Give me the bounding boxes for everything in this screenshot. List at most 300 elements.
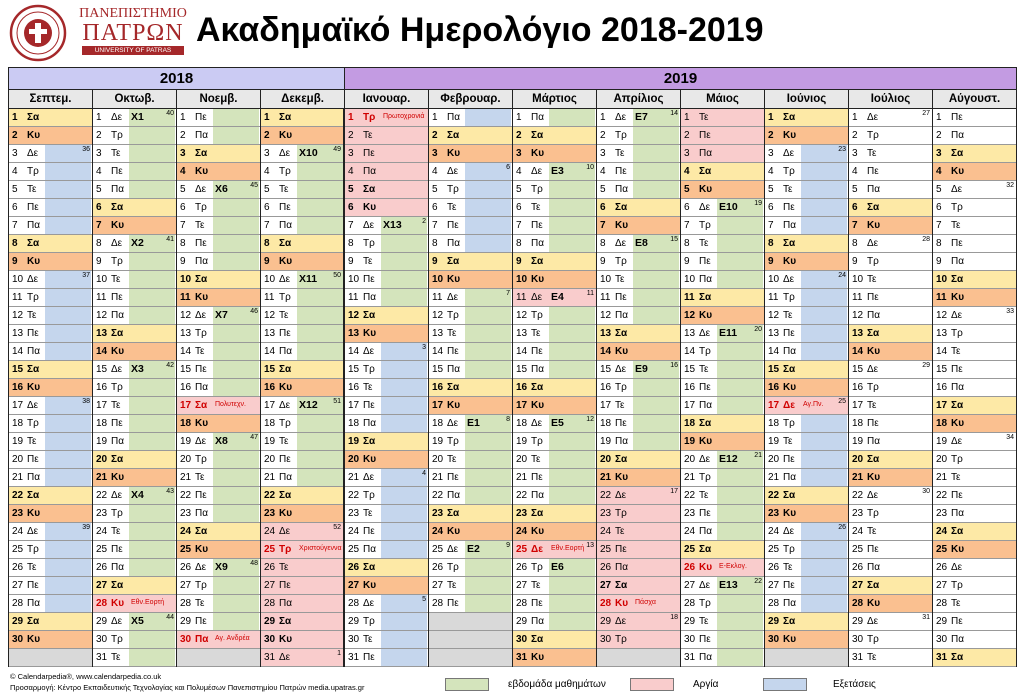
day-cell — [261, 145, 343, 163]
day-cell — [93, 469, 176, 487]
day-cell — [177, 541, 260, 559]
day-number: 8 — [264, 238, 270, 249]
weekday-label: Κυ — [27, 508, 41, 519]
day-number: 4 — [516, 166, 522, 177]
day-number: 25 — [684, 544, 696, 555]
weekday-label: Σα — [615, 580, 628, 591]
week-number: 4 — [422, 470, 426, 477]
holiday-label: Εθν.Εορτή — [131, 599, 165, 606]
activity-band — [213, 343, 259, 360]
day-cell — [513, 559, 596, 577]
day-number: 2 — [180, 130, 186, 141]
activity-band — [45, 541, 91, 558]
day-number: 18 — [852, 418, 864, 429]
day-cell — [429, 235, 512, 253]
weekday-label: Κυ — [615, 346, 629, 357]
day-cell — [681, 649, 764, 667]
day-number: 22 — [684, 490, 696, 501]
day-number: 5 — [432, 184, 438, 195]
weekday-label: Δε — [195, 184, 207, 195]
day-cell — [681, 253, 764, 271]
day-cell — [681, 199, 764, 217]
day-cell — [513, 253, 596, 271]
day-cell — [429, 523, 512, 541]
activity-band — [45, 307, 91, 324]
day-cell — [177, 289, 260, 307]
weekday-label: Δε — [363, 598, 375, 609]
weekday-label: Δε — [951, 436, 963, 447]
day-cell — [597, 415, 680, 433]
day-cell — [933, 451, 1016, 469]
activity-band — [801, 469, 847, 486]
weekday-label: Πε — [447, 598, 459, 609]
weekday-label: Πε — [363, 274, 375, 285]
day-number: 24 — [432, 526, 444, 537]
day-cell — [765, 307, 848, 325]
weekday-label: Κυ — [363, 580, 377, 591]
weekday-label: Τρ — [195, 328, 207, 339]
day-number: 4 — [12, 166, 18, 177]
day-number: 7 — [684, 220, 690, 231]
weekday-label: Τρ — [615, 256, 627, 267]
weekday-label: Σα — [111, 202, 124, 213]
day-number: 10 — [600, 274, 612, 285]
day-number: 30 — [96, 634, 108, 645]
day-cell — [597, 181, 680, 199]
activity-band — [465, 487, 511, 504]
activity-band — [801, 433, 847, 450]
weekday-label: Σα — [27, 238, 40, 249]
day-cell — [513, 199, 596, 217]
weekday-label: Τε — [195, 472, 205, 483]
weekday-label: Κυ — [699, 436, 713, 447]
day-number: 8 — [768, 238, 774, 249]
day-cell — [513, 613, 596, 631]
weekday-label: Σα — [615, 202, 628, 213]
weekday-label: Δε — [447, 292, 459, 303]
day-number: 20 — [600, 454, 612, 465]
activity-band — [717, 469, 763, 486]
day-number: 18 — [936, 418, 948, 429]
day-cell — [93, 253, 176, 271]
day-number: 31 — [96, 652, 108, 663]
day-number: 24 — [264, 526, 276, 537]
weekday-label: Σα — [867, 328, 880, 339]
day-number: 29 — [96, 616, 108, 627]
weekday-label: Σα — [531, 634, 544, 645]
weekday-label: Σα — [447, 130, 460, 141]
weekday-label: Πα — [363, 292, 377, 303]
day-cell — [93, 271, 176, 289]
weekday-label: Κυ — [27, 634, 41, 645]
page-header — [0, 0, 1023, 64]
day-number: 11 — [96, 292, 107, 303]
day-cell — [261, 343, 343, 361]
weekday-label: Πα — [531, 238, 545, 249]
day-cell — [849, 163, 932, 181]
day-cell — [597, 343, 680, 361]
day-cell — [261, 181, 343, 199]
page-footer — [8, 672, 1023, 697]
day-cell — [93, 595, 176, 613]
day-cell — [681, 451, 764, 469]
day-number: 28 — [600, 598, 612, 609]
day-number: 1 — [684, 112, 690, 123]
day-cell — [9, 451, 92, 469]
activity-band — [213, 487, 259, 504]
day-number: 18 — [348, 418, 360, 429]
weekday-label: Πα — [951, 382, 965, 393]
activity-band — [465, 163, 511, 180]
day-number: 26 — [264, 562, 276, 573]
week-number: 17 — [670, 488, 678, 495]
week-number: 32 — [1006, 182, 1014, 189]
day-cell — [681, 613, 764, 631]
day-number: 28 — [768, 598, 780, 609]
day-cell — [933, 523, 1016, 541]
weekday-label: Πε — [951, 490, 963, 501]
week-number: 29 — [922, 362, 930, 369]
weekday-label: Κυ — [363, 454, 377, 465]
day-cell — [765, 325, 848, 343]
weekday-label: Τε — [951, 346, 961, 357]
day-cell — [849, 397, 932, 415]
activity-band — [717, 487, 763, 504]
day-number: 21 — [96, 472, 108, 483]
weekday-label: Τε — [111, 652, 121, 663]
day-number: 27 — [96, 580, 108, 591]
day-number: 25 — [768, 544, 780, 555]
week-number: 31 — [922, 614, 930, 621]
weekday-label: Πα — [195, 508, 209, 519]
day-cell — [261, 253, 343, 271]
day-number: 24 — [852, 526, 864, 537]
day-cell — [261, 379, 343, 397]
day-cell — [93, 307, 176, 325]
day-number: 10 — [852, 274, 864, 285]
day-cell — [9, 631, 92, 649]
day-number: 12 — [264, 310, 276, 321]
day-number: 10 — [684, 274, 696, 285]
weekday-label: Πε — [615, 418, 627, 429]
day-number: 5 — [96, 184, 102, 195]
week-code: E3 — [551, 165, 564, 177]
week-number: 22 — [754, 578, 762, 585]
activity-band — [801, 343, 847, 360]
weekday-label: Τρ — [867, 508, 879, 519]
month-header: Δεκεμβ. — [261, 90, 345, 109]
week-number: 52 — [333, 524, 341, 531]
day-cell — [345, 325, 428, 343]
weekday-label: Πε — [783, 202, 795, 213]
day-number: 6 — [516, 202, 522, 213]
weekday-label: Τε — [699, 112, 709, 123]
weekday-label: Κυ — [111, 346, 125, 357]
month-column — [429, 109, 513, 667]
day-number: 13 — [936, 328, 948, 339]
day-cell — [9, 595, 92, 613]
weekday-label: Σα — [363, 310, 376, 321]
day-number: 23 — [768, 508, 780, 519]
week-number: 5 — [422, 596, 426, 603]
weekday-label: Πε — [363, 148, 375, 159]
weekday-label: Τε — [615, 400, 625, 411]
activity-band — [549, 217, 595, 234]
day-cell — [177, 199, 260, 217]
activity-band — [213, 325, 259, 342]
day-cell — [9, 199, 92, 217]
weekday-label: Πα — [195, 382, 209, 393]
week-number: 1 — [337, 650, 341, 657]
day-number: 13 — [600, 328, 612, 339]
day-cell — [261, 163, 343, 181]
legend-exams-swatch — [763, 678, 807, 691]
weekday-label: Δε — [867, 112, 879, 123]
day-cell — [9, 577, 92, 595]
page-title: Ακαδημαϊκό Ημερολόγιο 2018-2019 — [196, 11, 764, 49]
weekday-label: Κυ — [615, 220, 629, 231]
day-cell — [345, 415, 428, 433]
day-cell — [345, 433, 428, 451]
weekday-label: Πε — [615, 544, 627, 555]
weekday-label: Κυ — [699, 184, 713, 195]
day-number: 5 — [264, 184, 270, 195]
week-number: 25 — [838, 398, 846, 405]
weekday-label: Σα — [615, 328, 628, 339]
day-number: 31 — [936, 652, 948, 663]
day-number: 3 — [600, 148, 606, 159]
weekday-label: Κυ — [531, 526, 545, 537]
day-cell — [345, 235, 428, 253]
day-number: 4 — [432, 166, 438, 177]
day-cell — [681, 379, 764, 397]
day-number: 17 — [180, 400, 192, 411]
day-cell — [345, 595, 428, 613]
day-number: 11 — [432, 292, 443, 303]
day-number: 6 — [12, 202, 18, 213]
activity-band — [465, 109, 511, 126]
holiday-label: Ε-Εκλογ. — [719, 563, 747, 570]
day-cell — [849, 523, 932, 541]
day-number: 11 — [516, 292, 527, 303]
day-cell — [933, 505, 1016, 523]
day-number: 15 — [432, 364, 444, 375]
weekday-label: Δε — [699, 328, 711, 339]
day-number: 31 — [264, 652, 276, 663]
day-number: 13 — [432, 328, 444, 339]
day-number: 31 — [348, 652, 360, 663]
day-cell — [849, 271, 932, 289]
activity-band — [717, 361, 763, 378]
day-cell — [9, 559, 92, 577]
month-header: Ιούλιος — [849, 90, 933, 109]
day-cell — [9, 253, 92, 271]
day-number: 6 — [684, 202, 690, 213]
day-number: 15 — [348, 364, 360, 375]
day-cell — [597, 127, 680, 145]
day-cell — [681, 289, 764, 307]
weekday-label: Σα — [279, 490, 292, 501]
activity-band — [381, 415, 427, 432]
weekday-label: Τρ — [615, 130, 627, 141]
weekday-label: Πα — [867, 436, 881, 447]
day-cell — [261, 595, 343, 613]
weekday-label: Κυ — [195, 544, 209, 555]
weekday-label: Πε — [363, 652, 375, 663]
weekday-label: Τε — [447, 580, 457, 591]
day-cell — [345, 379, 428, 397]
day-cell — [597, 397, 680, 415]
activity-band — [717, 505, 763, 522]
day-number: 27 — [768, 580, 780, 591]
weekday-label: Πε — [111, 166, 123, 177]
day-cell — [765, 595, 848, 613]
week-code: X7 — [215, 309, 228, 321]
activity-band — [381, 649, 427, 666]
weekday-label: Τε — [195, 598, 205, 609]
weekday-label: Πα — [279, 472, 293, 483]
day-number: 25 — [264, 544, 276, 555]
weekday-label: Κυ — [783, 382, 797, 393]
month-header: Φεβρουαρ. — [429, 90, 513, 109]
weekday-label: Πα — [615, 184, 629, 195]
weekday-label: Τρ — [195, 202, 207, 213]
day-cell — [765, 451, 848, 469]
weekday-label: Τρ — [867, 130, 879, 141]
day-number: 17 — [936, 400, 948, 411]
day-cell — [93, 379, 176, 397]
day-cell — [345, 145, 428, 163]
day-cell — [765, 397, 848, 415]
day-cell — [681, 145, 764, 163]
day-number: 25 — [348, 544, 360, 555]
day-number: 15 — [516, 364, 528, 375]
weekday-label: Πε — [195, 490, 207, 501]
day-cell — [597, 379, 680, 397]
day-cell — [177, 361, 260, 379]
day-number: 17 — [684, 400, 696, 411]
activity-band — [129, 145, 175, 162]
day-number: 13 — [12, 328, 24, 339]
weekday-label: Πα — [699, 148, 713, 159]
weekday-label: Πε — [531, 346, 543, 357]
day-number: 20 — [936, 454, 948, 465]
activity-band — [633, 145, 679, 162]
week-number: 38 — [82, 398, 90, 405]
day-cell — [765, 181, 848, 199]
weekday-label: Σα — [279, 238, 292, 249]
day-number: 20 — [432, 454, 444, 465]
week-code: E13 — [719, 579, 738, 591]
day-number: 11 — [180, 292, 191, 303]
university-seal — [8, 4, 72, 62]
day-number: 6 — [96, 202, 102, 213]
day-number: 18 — [180, 418, 192, 429]
day-cell — [177, 559, 260, 577]
weekday-label: Σα — [195, 274, 208, 285]
activity-band — [717, 253, 763, 270]
day-cell — [597, 631, 680, 649]
day-cell — [93, 397, 176, 415]
weekday-label: Δε — [279, 148, 291, 159]
weekday-label: Σα — [951, 400, 964, 411]
weekday-label: Τε — [867, 652, 877, 663]
weekday-label: Σα — [699, 418, 712, 429]
day-cell — [9, 541, 92, 559]
day-number: 9 — [348, 256, 354, 267]
weekday-label: Τε — [447, 328, 457, 339]
day-cell — [177, 145, 260, 163]
activity-band — [717, 595, 763, 612]
month-column — [93, 109, 177, 667]
day-number: 9 — [936, 256, 942, 267]
day-number: 29 — [852, 616, 864, 627]
weekday-label: Δε — [27, 274, 39, 285]
day-number: 17 — [96, 400, 108, 411]
day-number: 21 — [348, 472, 360, 483]
day-cell — [849, 631, 932, 649]
weekday-label: Τρ — [27, 418, 39, 429]
activity-band — [549, 235, 595, 252]
weekday-label: Κυ — [699, 562, 713, 573]
weekday-label: Τε — [447, 202, 457, 213]
weekday-label: Τρ — [531, 436, 543, 447]
weekday-label: Σα — [867, 454, 880, 465]
day-number: 11 — [264, 292, 275, 303]
day-cell — [933, 271, 1016, 289]
day-cell — [93, 361, 176, 379]
activity-band — [381, 253, 427, 270]
day-cell — [9, 649, 92, 667]
day-number: 4 — [600, 166, 606, 177]
week-code: X1 — [131, 111, 144, 123]
day-number: 24 — [96, 526, 108, 537]
legend-lectures-swatch — [445, 678, 489, 691]
weekday-label: Κυ — [867, 220, 881, 231]
weekday-label: Τρ — [195, 580, 207, 591]
activity-band — [717, 523, 763, 540]
day-cell — [933, 379, 1016, 397]
activity-band — [129, 379, 175, 396]
day-number: 10 — [432, 274, 444, 285]
weekday-label: Πε — [531, 598, 543, 609]
activity-band — [801, 289, 847, 306]
day-number: 8 — [516, 238, 522, 249]
day-cell — [765, 541, 848, 559]
activity-band — [801, 595, 847, 612]
week-number: 42 — [166, 362, 174, 369]
day-number: 22 — [600, 490, 612, 501]
week-number: 44 — [166, 614, 174, 621]
weekday-label: Δε — [615, 616, 627, 627]
day-cell — [513, 415, 596, 433]
day-number: 1 — [936, 112, 942, 123]
day-number: 23 — [12, 508, 24, 519]
week-number: 15 — [670, 236, 678, 243]
weekday-label: Πα — [951, 256, 965, 267]
week-number: 37 — [82, 272, 90, 279]
day-cell — [681, 235, 764, 253]
activity-band — [633, 163, 679, 180]
week-number: 23 — [838, 146, 846, 153]
day-number: 6 — [348, 202, 354, 213]
day-number: 2 — [12, 130, 18, 141]
weekday-label: Τε — [279, 184, 289, 195]
activity-band — [633, 253, 679, 270]
day-number: 30 — [936, 634, 948, 645]
day-number: 20 — [516, 454, 528, 465]
weekday-label: Δε — [867, 238, 879, 249]
